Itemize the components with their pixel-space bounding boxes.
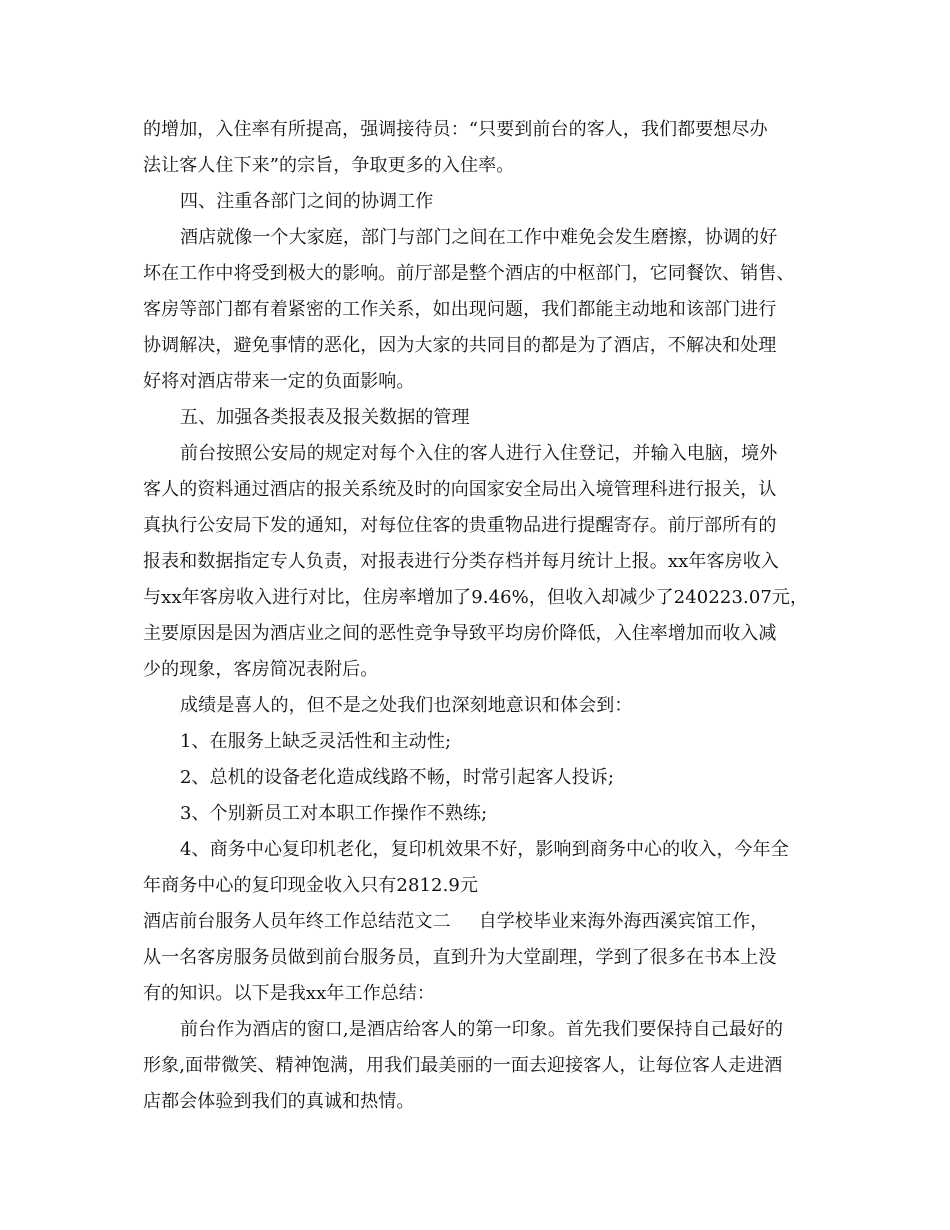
paragraph-line: 客人的资料通过酒店的报关系统及时的向国家安全局出入境管理科进行报关，认 — [143, 479, 777, 500]
paragraph-line: 店都会体验到我们的真诚和热情。 — [143, 1091, 415, 1112]
paragraph-line: 有的知识。以下是我xx年工作总结： — [143, 983, 436, 1004]
list-item: 2、总机的设备老化造成线路不畅，时常引起客人投诉; — [180, 767, 615, 788]
paragraph-line: 报表和数据指定专人负责，对报表进行分类存档并每月统计上报。xx年客房收入 — [143, 551, 779, 572]
paragraph-line: 年商务中心的复印现金收入只有2812.9元 — [143, 875, 479, 896]
paragraph-line: 从一名客房服务员做到前台服务员，直到升为大堂副理，学到了很多在书本上没 — [143, 947, 777, 968]
document-body — [143, 112, 809, 1120]
paragraph-line: 好将对酒店带来一定的负面影响。 — [143, 371, 415, 392]
paragraph-line: 形象,面带微笑、精神饱满，用我们最美丽的一面去迎接客人，让每位客人走进酒 — [143, 1055, 783, 1076]
paragraph-line: 成绩是喜人的，但不是之处我们也深刻地意识和体会到： — [180, 695, 633, 716]
paragraph-line: 客房等部门都有着紧密的工作关系，如出现问题，我们都能主动地和该部门进行 — [143, 299, 777, 320]
list-item: 3、个别新员工对本职工作操作不熟练; — [180, 803, 488, 824]
paragraph-line: 法让客人住下来”的宗旨，争取更多的入住率。 — [143, 155, 515, 176]
paragraph-line: 真执行公安局下发的通知，对每位住客的贵重物品进行提醒寄存。前厅部所有的 — [143, 515, 777, 536]
paragraph-line: 与xx年客房收入进行对比，住房率增加了9.46%，但收入却减少了240223.07元， — [143, 587, 809, 608]
paragraph-line: 前台按照公安局的规定对每个入住的客人进行入住登记，并输入电脑，境外 — [180, 443, 778, 464]
paragraph-text: 自学校毕业来海外海西溪宾馆工作， — [478, 911, 769, 932]
list-item: 1、在服务上缺乏灵活性和主动性; — [180, 731, 452, 752]
paragraph-line: 少的现象，客房简况表附后。 — [143, 659, 379, 680]
list-item: 4、商务中心复印机老化，复印机效果不好，影响到商务中心的收入，今年全 — [180, 839, 789, 860]
title-line — [143, 904, 809, 940]
article-title: 酒店前台服务人员年终工作总结范文二 — [143, 911, 451, 932]
paragraph-line: 坏在工作中将受到极大的影响。前厅部是整个酒店的中枢部门，它同餐饮、销售、 — [143, 263, 795, 284]
paragraph-line: 的增加，入住率有所提高，强调接待员：“只要到前台的客人，我们都要想尽办 — [143, 119, 768, 140]
section-heading: 五、加强各类报表及报关数据的管理 — [180, 407, 470, 428]
paragraph-line: 协调解决，避免事情的恶化，因为大家的共同目的都是为了酒店，不解决和处理 — [143, 335, 777, 356]
paragraph-line: 酒店就像一个大家庭，部门与部门之间在工作中难免会发生磨擦，协调的好 — [180, 227, 778, 248]
section-heading: 四、注重各部门之间的协调工作 — [180, 191, 434, 212]
paragraph-line: 前台作为酒店的窗口,是酒店给客人的第一印象。首先我们要保持自己最好的 — [180, 1019, 784, 1040]
paragraph-line: 主要原因是因为酒店业之间的恶性竞争导致平均房价降低，入住率增加而收入减 — [143, 623, 777, 644]
